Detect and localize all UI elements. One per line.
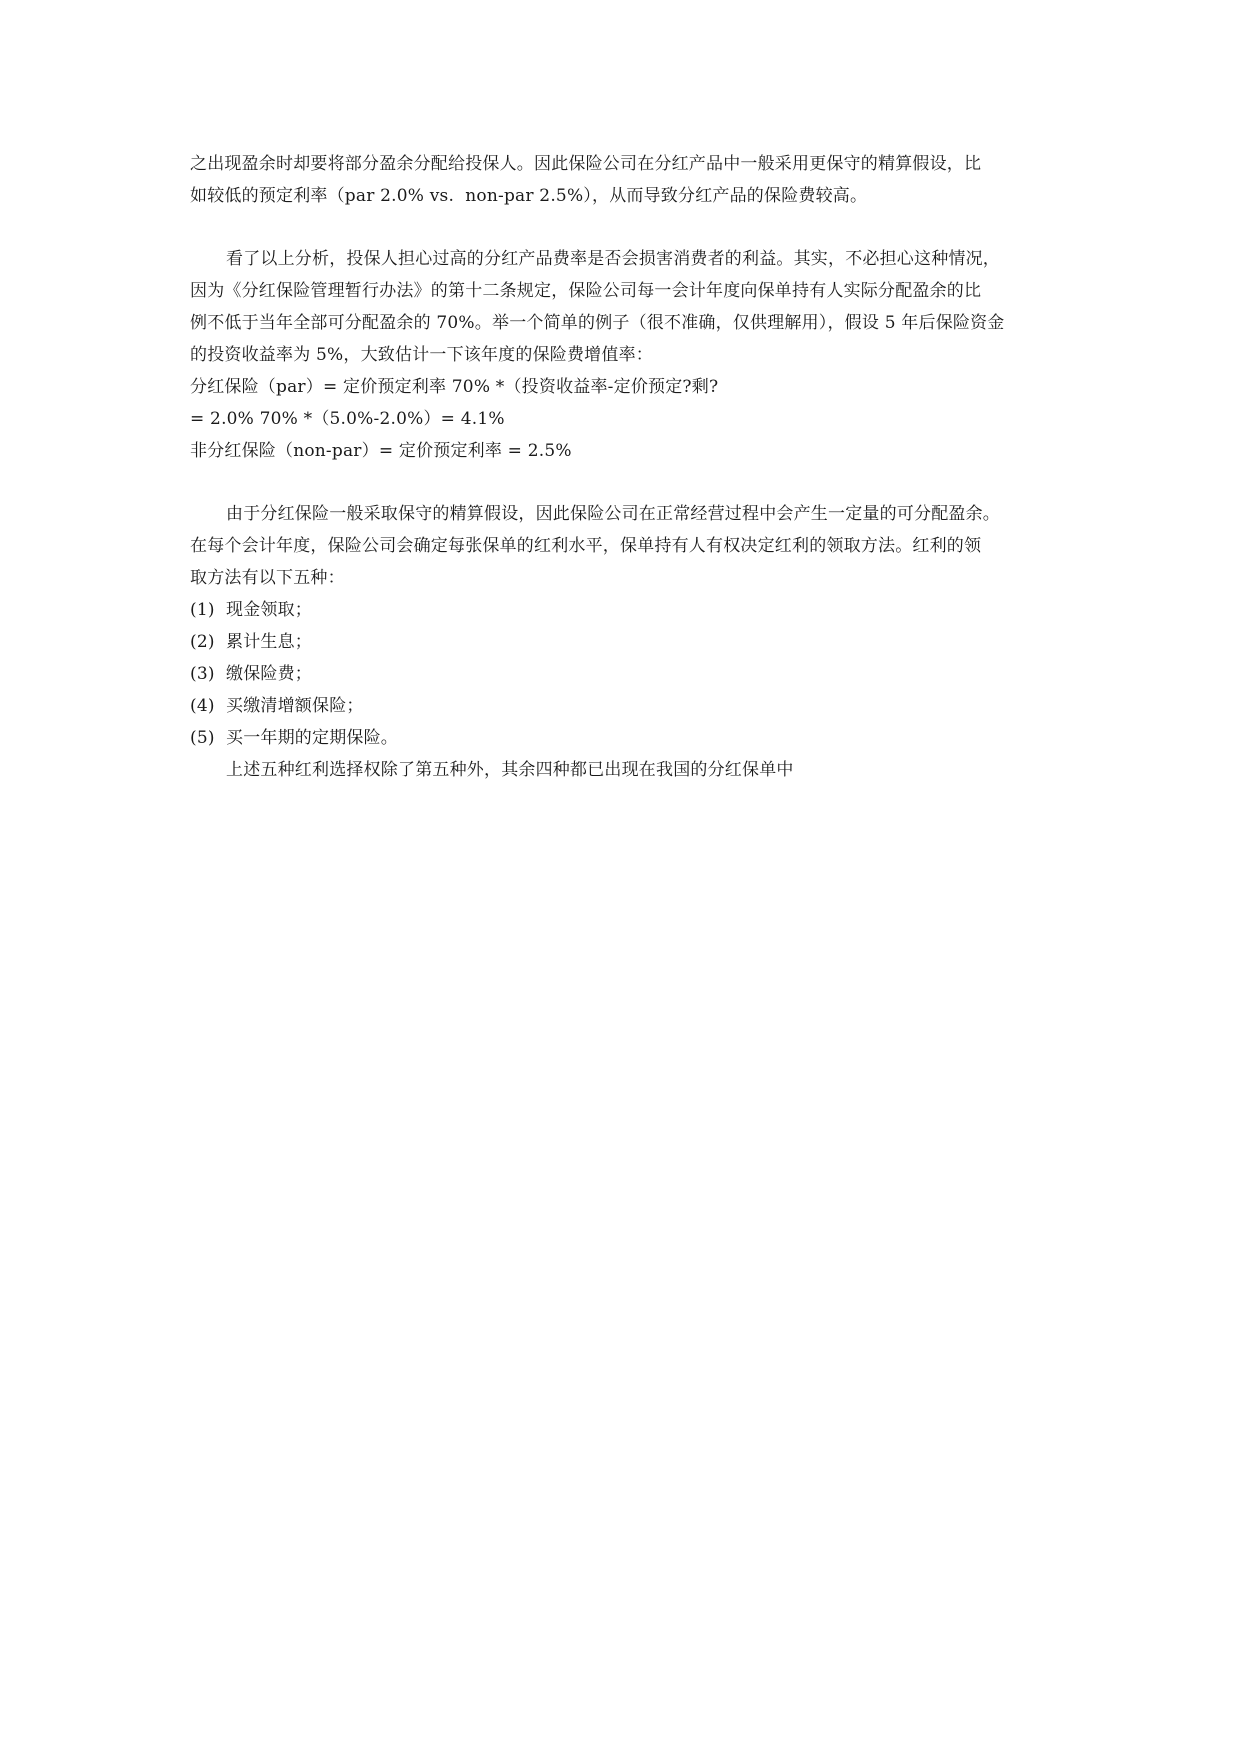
- list-item: [190, 658, 1060, 690]
- list-number: (4): [190, 696, 215, 716]
- paragraph-line: 之出现盈余时却要将部分盈余分配给投保人。因此保险公司在分红产品中一般采用更保守的精算假设，比: [190, 154, 982, 174]
- paragraph-gap: [190, 467, 1060, 498]
- paragraph-line: 如较低的预定利率（par 2.0% vs. non-par 2.5%），从而导致分红产品的保险费较高。: [190, 186, 868, 206]
- list-number: (1): [190, 600, 215, 620]
- list-text: 现金领取；: [226, 600, 312, 620]
- paragraph-line: 例不低于当年全部可分配盈余的 70%。举一个简单的例子（很不准确，仅供理解用），假设 5 年后保险资金: [190, 313, 1005, 333]
- list-item: [190, 722, 1060, 754]
- paragraph-line: 看了以上分析，投保人担心过高的分红产品费率是否会损害消费者的利益。其实，不必担心这种情况，: [226, 249, 1000, 269]
- list-text: 缴保险费；: [226, 664, 312, 684]
- paragraph-line: 由于分红保险一般采取保守的精算假设，因此保险公司在正常经营过程中会产生一定量的可分配盈余。: [226, 504, 1000, 524]
- formula-line: 非分红保险（non-par）= 定价预定利率 = 2.5%: [190, 441, 572, 461]
- list-text: 买一年期的定期保险。: [226, 728, 398, 748]
- paragraph-line: 的投资收益率为 5%，大致估计一下该年度的保险费增值率：: [190, 345, 653, 365]
- list-item: [190, 594, 1060, 626]
- list-number: (2): [190, 632, 215, 652]
- list-item: [190, 690, 1060, 722]
- paragraph-line: 因为《分红保险管理暂行办法》的第十二条规定，保险公司每一会计年度向保单持有人实际分配盈余的比: [190, 281, 982, 301]
- formula-line: 分红保险（par）= 定价预定利率 70% *（投资收益率-定价预定?剩?: [190, 377, 719, 397]
- list-number: (3): [190, 664, 215, 684]
- list-number: (5): [190, 728, 215, 748]
- formula-line: = 2.0% 70% *（5.0%-2.0%）= 4.1%: [190, 409, 505, 429]
- list-text: 买缴清增额保险；: [226, 696, 364, 716]
- document-body: [190, 148, 1060, 786]
- paragraph-gap: [190, 212, 1060, 243]
- list-item: [190, 626, 1060, 658]
- paragraph-line: 取方法有以下五种：: [190, 568, 345, 588]
- list-text: 累计生息；: [226, 632, 312, 652]
- paragraph-line: 在每个会计年度，保险公司会确定每张保单的红利水平，保单持有人有权决定红利的领取方法。红利的领: [190, 536, 982, 556]
- closing-line: 上述五种红利选择权除了第五种外，其余四种都已出现在我国的分红保单中: [226, 760, 794, 780]
